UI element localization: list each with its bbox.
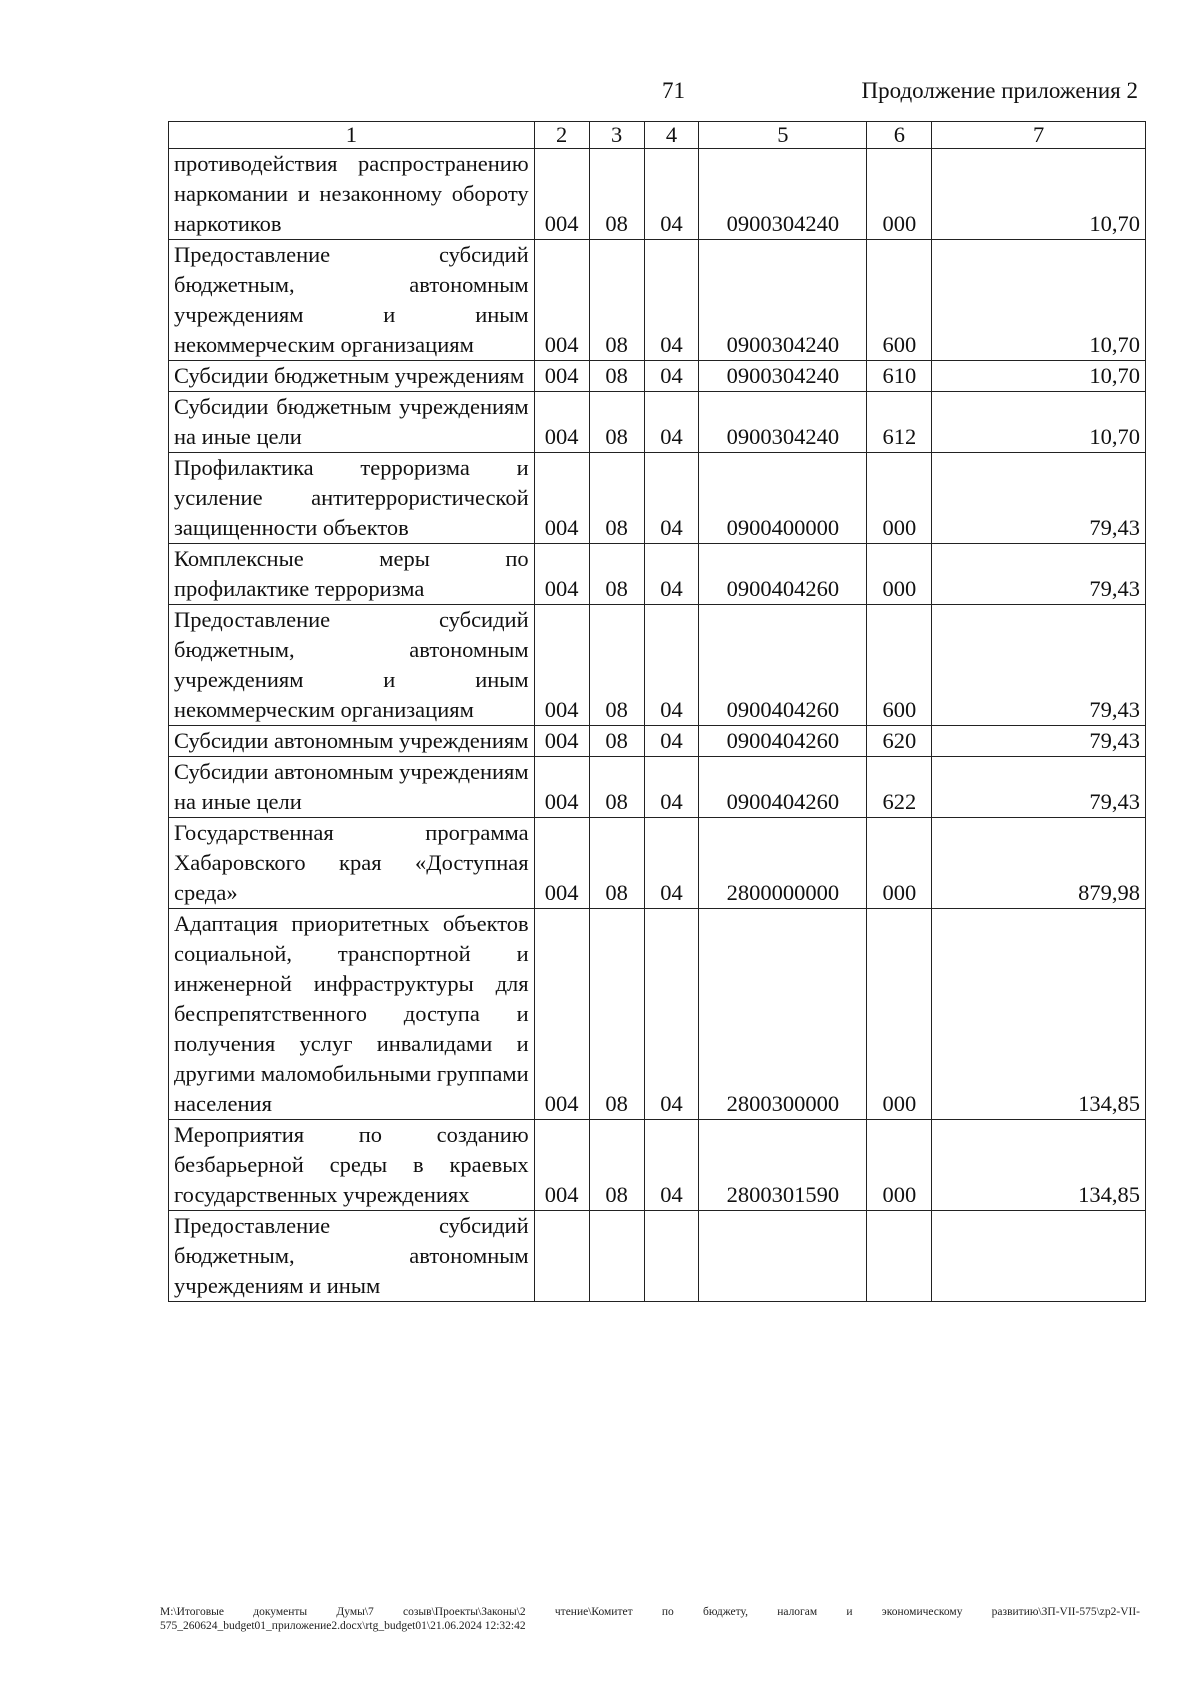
- row-target-code: [699, 1211, 867, 1302]
- row-subsection-code: 04: [644, 453, 699, 544]
- row-subsection-code: 04: [644, 818, 699, 909]
- table-row: [169, 544, 1146, 605]
- row-expense-type: 000: [867, 818, 932, 909]
- table-header-row: [169, 122, 1146, 149]
- row-section-code: 08: [589, 757, 644, 818]
- row-name: Адаптация приоритетных объектов социальной, транспортной и инженерной инфраструктуры для беспрепятственного доступа и получения услуг инвалидами и другими маломобильными группами населения: [169, 909, 535, 1120]
- table-row: [169, 453, 1146, 544]
- row-amount: 10,70: [932, 392, 1146, 453]
- row-expense-type: 000: [867, 453, 932, 544]
- row-target-code: 2800300000: [699, 909, 867, 1120]
- table-row: [169, 726, 1146, 757]
- row-ministry-code: 004: [534, 453, 589, 544]
- row-ministry-code: 004: [534, 726, 589, 757]
- table-row: [169, 818, 1146, 909]
- row-amount: 879,98: [932, 818, 1146, 909]
- row-amount: 79,43: [932, 605, 1146, 726]
- row-name: Профилактика терроризма и усиление антитеррористической защищенности объектов: [169, 453, 535, 544]
- row-subsection-code: 04: [644, 1120, 699, 1211]
- row-section-code: 08: [589, 453, 644, 544]
- row-expense-type: 000: [867, 1120, 932, 1211]
- row-target-code: 0900304240: [699, 240, 867, 361]
- row-section-code: 08: [589, 909, 644, 1120]
- row-expense-type: 000: [867, 544, 932, 605]
- row-expense-type: 000: [867, 909, 932, 1120]
- row-subsection-code: 04: [644, 757, 699, 818]
- column-header: 5: [699, 122, 867, 149]
- row-subsection-code: [644, 1211, 699, 1302]
- table-row: [169, 149, 1146, 240]
- row-ministry-code: 004: [534, 149, 589, 240]
- table-row: [169, 1211, 1146, 1302]
- row-amount: 10,70: [932, 240, 1146, 361]
- row-target-code: 0900404260: [699, 757, 867, 818]
- row-amount: [932, 1211, 1146, 1302]
- continuation-heading: Продолжение приложения 2: [861, 78, 1138, 103]
- row-target-code: 0900304240: [699, 361, 867, 392]
- row-section-code: 08: [589, 544, 644, 605]
- row-subsection-code: 04: [644, 544, 699, 605]
- column-header: 1: [169, 122, 535, 149]
- column-header: 7: [932, 122, 1146, 149]
- row-subsection-code: 04: [644, 149, 699, 240]
- row-section-code: 08: [589, 1120, 644, 1211]
- table-row: [169, 757, 1146, 818]
- row-section-code: 08: [589, 240, 644, 361]
- row-section-code: 08: [589, 149, 644, 240]
- table-row: [169, 240, 1146, 361]
- row-name: Субсидии бюджетным учреждениям на иные цели: [169, 392, 535, 453]
- row-ministry-code: [534, 1211, 589, 1302]
- column-header: 3: [589, 122, 644, 149]
- row-ministry-code: 004: [534, 909, 589, 1120]
- row-expense-type: 000: [867, 149, 932, 240]
- row-name: Предоставление субсидий бюджетным, автономным учреждениям и иным: [169, 1211, 535, 1302]
- row-name: Субсидии автономным учреждениям на иные цели: [169, 757, 535, 818]
- row-amount: 134,85: [932, 1120, 1146, 1211]
- row-subsection-code: 04: [644, 605, 699, 726]
- row-subsection-code: 04: [644, 392, 699, 453]
- row-name: Мероприятия по созданию безбарьерной среды в краевых государственных учреждениях: [169, 1120, 535, 1211]
- page-number: 71: [662, 78, 685, 103]
- table-row: [169, 1120, 1146, 1211]
- budget-table: [168, 121, 1146, 1302]
- row-amount: 79,43: [932, 544, 1146, 605]
- row-expense-type: 610: [867, 361, 932, 392]
- row-ministry-code: 004: [534, 392, 589, 453]
- row-amount: 10,70: [932, 149, 1146, 240]
- row-section-code: 08: [589, 361, 644, 392]
- table-row: [169, 909, 1146, 1120]
- row-ministry-code: 004: [534, 757, 589, 818]
- row-expense-type: [867, 1211, 932, 1302]
- row-subsection-code: 04: [644, 361, 699, 392]
- row-target-code: 0900404260: [699, 605, 867, 726]
- row-ministry-code: 004: [534, 818, 589, 909]
- row-expense-type: 600: [867, 240, 932, 361]
- row-subsection-code: 04: [644, 240, 699, 361]
- row-expense-type: 620: [867, 726, 932, 757]
- column-header: 4: [644, 122, 699, 149]
- row-section-code: 08: [589, 605, 644, 726]
- row-name: противодействия распространению наркомании и незаконному обороту наркотиков: [169, 149, 535, 240]
- row-target-code: 0900404260: [699, 726, 867, 757]
- file-path-footer: M:\Итоговые документы Думы\7 созыв\Проекты\Законы\2 чтение\Комитет по бюджету, налогам и экономическому развитию\ЗП-VII-575\zp2-VII-575_260624_budget01_приложение2.docx\rtg_budget01\21.06.2024 12:32:42: [160, 1606, 1140, 1632]
- row-subsection-code: 04: [644, 726, 699, 757]
- row-section-code: 08: [589, 818, 644, 909]
- row-target-code: 0900304240: [699, 149, 867, 240]
- row-target-code: 0900304240: [699, 392, 867, 453]
- row-expense-type: 600: [867, 605, 932, 726]
- row-section-code: 08: [589, 392, 644, 453]
- row-name: Комплексные меры по профилактике терроризма: [169, 544, 535, 605]
- column-header: 2: [534, 122, 589, 149]
- column-header: 6: [867, 122, 932, 149]
- row-subsection-code: 04: [644, 909, 699, 1120]
- row-name: Предоставление субсидий бюджетным, автономным учреждениям и иным некоммерческим организациям: [169, 240, 535, 361]
- row-ministry-code: 004: [534, 240, 589, 361]
- row-amount: 79,43: [932, 453, 1146, 544]
- row-ministry-code: 004: [534, 361, 589, 392]
- table-row: [169, 605, 1146, 726]
- row-expense-type: 612: [867, 392, 932, 453]
- row-ministry-code: 004: [534, 605, 589, 726]
- row-name: Субсидии автономным учреждениям: [169, 726, 535, 757]
- row-ministry-code: 004: [534, 544, 589, 605]
- row-amount: 79,43: [932, 757, 1146, 818]
- row-section-code: [589, 1211, 644, 1302]
- row-amount: 134,85: [932, 909, 1146, 1120]
- row-target-code: 0900404260: [699, 544, 867, 605]
- row-ministry-code: 004: [534, 1120, 589, 1211]
- row-name: Предоставление субсидий бюджетным, автономным учреждениям и иным некоммерческим организациям: [169, 605, 535, 726]
- row-target-code: 0900400000: [699, 453, 867, 544]
- row-target-code: 2800000000: [699, 818, 867, 909]
- table-row: [169, 392, 1146, 453]
- row-expense-type: 622: [867, 757, 932, 818]
- row-section-code: 08: [589, 726, 644, 757]
- row-target-code: 2800301590: [699, 1120, 867, 1211]
- row-amount: 79,43: [932, 726, 1146, 757]
- row-name: Государственная программа Хабаровского края «Доступная среда»: [169, 818, 535, 909]
- table-row: [169, 361, 1146, 392]
- row-name: Субсидии бюджетным учреждениям: [169, 361, 535, 392]
- row-amount: 10,70: [932, 361, 1146, 392]
